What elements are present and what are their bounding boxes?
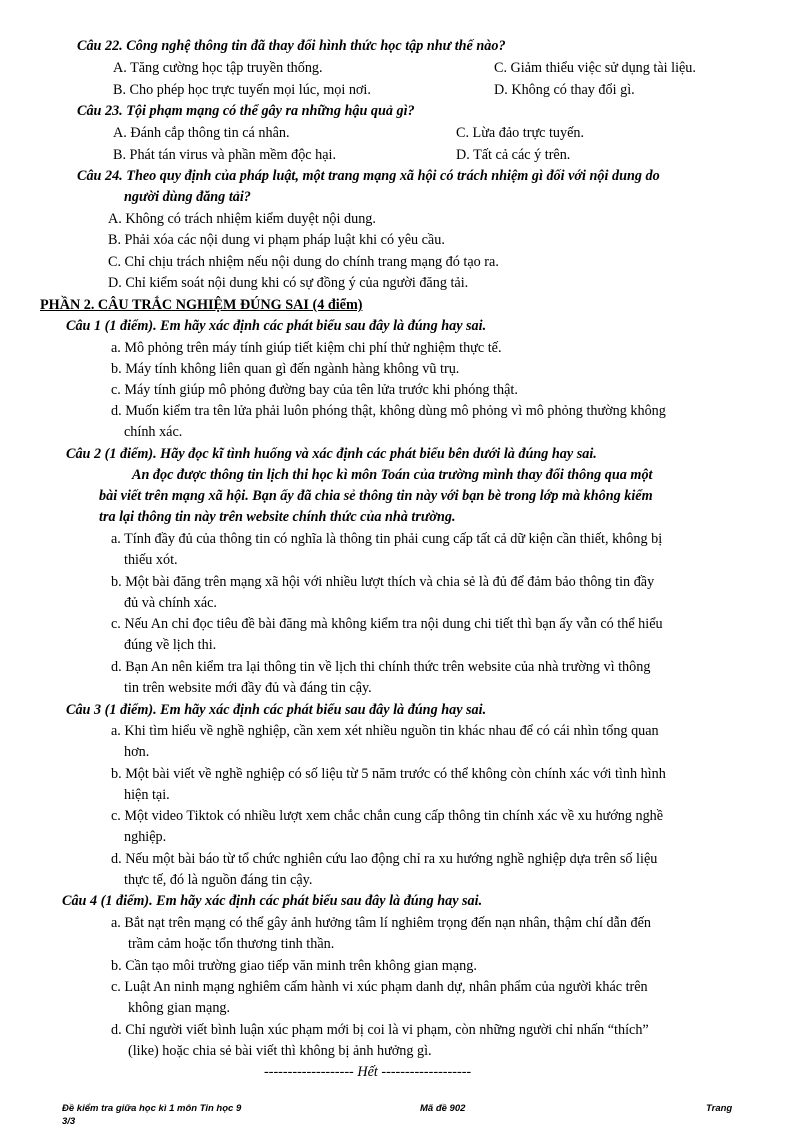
tf-question-2-statement-b-line-2: đủ và chính xác. [124,595,217,611]
tf-question-4-statement-c-line-2: không gian mạng. [128,1000,231,1016]
tf-question-2-statement-c-line-2: đúng về lịch thi. [124,637,217,653]
footer-exam-title: Đề kiểm tra giữa học kì 1 môn Tin học 9 [62,1103,242,1114]
tf-question-4-statement-a-line-1: a. Bắt nạt trên mạng có thể gây ảnh hưởng tâm lí nghiêm trọng đến nạn nhân, thậm chí dẫn đến [111,915,651,931]
end-dashes-right: ------------------- [377,1064,472,1080]
tf-question-2-scenario-line-3: tra lại thông tin này trên website chính thức của nhà trường. [99,509,456,525]
tf-question-2-statement-c-line-1: c. Nếu An chỉ đọc tiêu đề bài đăng mà không kiểm tra nội dung chi tiết thì bạn ấy vẫn có thể hiểu [111,616,663,632]
question-24-title-line-2: người dùng đăng tải? [124,189,251,205]
tf-question-3-statement-a-line-1: a. Khi tìm hiểu về nghề nghiệp, cần xem xét nhiều nguồn tin khác nhau để có cái nhìn tổng quan [111,723,659,739]
question-22-option-d: D. Không có thay đổi gì. [494,82,635,98]
question-22-title: Câu 22. Công nghệ thông tin đã thay đổi hình thức học tập như thế nào? [77,38,506,54]
tf-question-4-statement-a-line-2: trầm cảm hoặc tổn thương tinh thần. [128,936,335,952]
question-24-option-c: C. Chỉ chịu trách nhiệm nếu nội dung do chính trang mạng đó tạo ra. [108,254,499,270]
tf-question-4-title: Câu 4 (1 điểm). Em hãy xác định các phát biểu sau đây là đúng hay sai. [62,893,483,909]
tf-question-3-statement-d-line-2: thực tế, đó là nguồn đáng tin cậy. [124,872,313,888]
tf-question-1-statement-c: c. Máy tính giúp mô phỏng đường bay của tên lửa trước khi phóng thật. [111,382,518,398]
tf-question-3-statement-c-line-1: c. Một video Tiktok có nhiều lượt xem chắc chắn cung cấp thông tin chính xác về xu hướng nghề [111,808,664,824]
tf-question-4-statement-c-line-1: c. Luật An ninh mạng nghiêm cấm hành vi xúc phạm danh dự, nhân phẩm của người khác trên [111,979,648,995]
tf-question-3-statement-b-line-1: b. Một bài viết về nghề nghiệp có số liệu từ 5 năm trước có thể không còn chính xác với tình hình [111,766,666,782]
tf-question-4-statement-d-line-1: d. Chỉ người viết bình luận xúc phạm mới bị coi là vi phạm, còn những người chỉ nhấn “thích” [111,1022,649,1038]
question-22-option-c: C. Giảm thiểu việc sử dụng tài liệu. [494,60,696,76]
question-24-title-line-1: Câu 24. Theo quy định của pháp luật, một trang mạng xã hội có trách nhiệm gì đối với nội dung do [77,168,660,184]
question-24-option-d: D. Chỉ kiểm soát nội dung khi có sự đồng ý của người đăng tải. [108,275,469,291]
tf-question-3-title: Câu 3 (1 điểm). Em hãy xác định các phát biểu sau đây là đúng hay sai. [66,702,487,718]
question-22-option-b: B. Cho phép học trực tuyến mọi lúc, mọi nơi. [113,82,371,98]
tf-question-3-statement-d-line-1: d. Nếu một bài báo từ tổ chức nghiên cứu lao động chỉ ra xu hướng nghề nghiệp dựa trên số liệu [111,851,658,867]
footer-exam-code: Mã đề 902 [420,1103,466,1114]
part-2-heading: PHẦN 2. CÂU TRẮC NGHIỆM ĐÚNG SAI (4 điểm) [40,297,363,313]
tf-question-2-statement-a-line-1: a. Tính đầy đủ của thông tin có nghĩa là thông tin phải cung cấp tất cả dữ kiện cần thiết, không bị [111,531,663,547]
end-dashes-left: ------------------- [264,1064,358,1080]
tf-question-2-scenario-line-2: bài viết trên mạng xã hội. Bạn ấy đã chia sẻ thông tin này với bạn bè trong lớp mà không kiểm [99,488,653,504]
tf-question-3-statement-b-line-2: hiện tại. [124,787,170,803]
end-label: Hết [357,1064,378,1080]
question-24-option-a: A. Không có trách nhiệm kiểm duyệt nội dung. [108,211,376,227]
question-23-option-c: C. Lừa đảo trực tuyến. [456,125,585,141]
footer-page-label: Trang [706,1103,733,1114]
question-23-title: Câu 23. Tội phạm mạng có thể gây ra những hậu quả gì? [77,103,415,119]
tf-question-1-statement-a: a. Mô phỏng trên máy tính giúp tiết kiệm chi phí thử nghiệm thực tế. [111,340,502,356]
question-24-option-b: B. Phải xóa các nội dung vi phạm pháp luật khi có yêu cầu. [108,232,445,248]
question-23-option-b: B. Phát tán virus và phần mềm độc hại. [113,147,337,163]
tf-question-2-statement-b-line-1: b. Một bài đăng trên mạng xã hội với nhiều lượt thích và chia sẻ là đủ để đảm bảo thông tin đầy [111,574,655,590]
tf-question-4-statement-b: b. Cần tạo môi trường giao tiếp văn minh trên không gian mạng. [111,958,477,974]
tf-question-2-statement-d-line-2: tin trên website mới đầy đủ và đáng tin cậy. [124,680,372,696]
question-22-option-a: A. Tăng cường học tập truyền thống. [113,60,323,76]
tf-question-4-statement-d-line-2: (like) hoặc chia sẻ bài viết thì không bị ảnh hưởng gì. [128,1043,432,1059]
tf-question-1-statement-b: b. Máy tính không liên quan gì đến ngành hàng không vũ trụ. [111,361,460,377]
tf-question-2-statement-a-line-2: thiếu xót. [124,552,178,568]
question-23-option-d: D. Tất cả các ý trên. [456,147,571,163]
question-23-option-a: A. Đánh cắp thông tin cá nhân. [113,125,290,141]
end-marker [264,1063,471,1081]
tf-question-2-title: Câu 2 (1 điểm). Hãy đọc kĩ tình huống và xác định các phát biểu bên dưới là đúng hay sai. [66,446,597,462]
tf-question-1-title: Câu 1 (1 điểm). Em hãy xác định các phát biểu sau đây là đúng hay sai. [66,318,487,334]
tf-question-1-statement-d-line-1: d. Muốn kiểm tra tên lửa phải luôn phóng thật, không dùng mô phỏng vì mô phỏng thường không [111,403,666,419]
footer-page-fraction: 3/3 [62,1116,76,1127]
tf-question-3-statement-a-line-2: hơn. [124,744,150,760]
tf-question-2-scenario-line-1: An đọc được thông tin lịch thi học kì môn Toán của trường mình thay đổi thông qua một [132,467,653,483]
tf-question-2-statement-d-line-1: d. Bạn An nên kiểm tra lại thông tin về lịch thi chính thức trên website của nhà trường vì thông [111,659,651,675]
tf-question-1-statement-d-line-2: chính xác. [124,424,183,440]
tf-question-3-statement-c-line-2: nghiệp. [124,829,167,845]
